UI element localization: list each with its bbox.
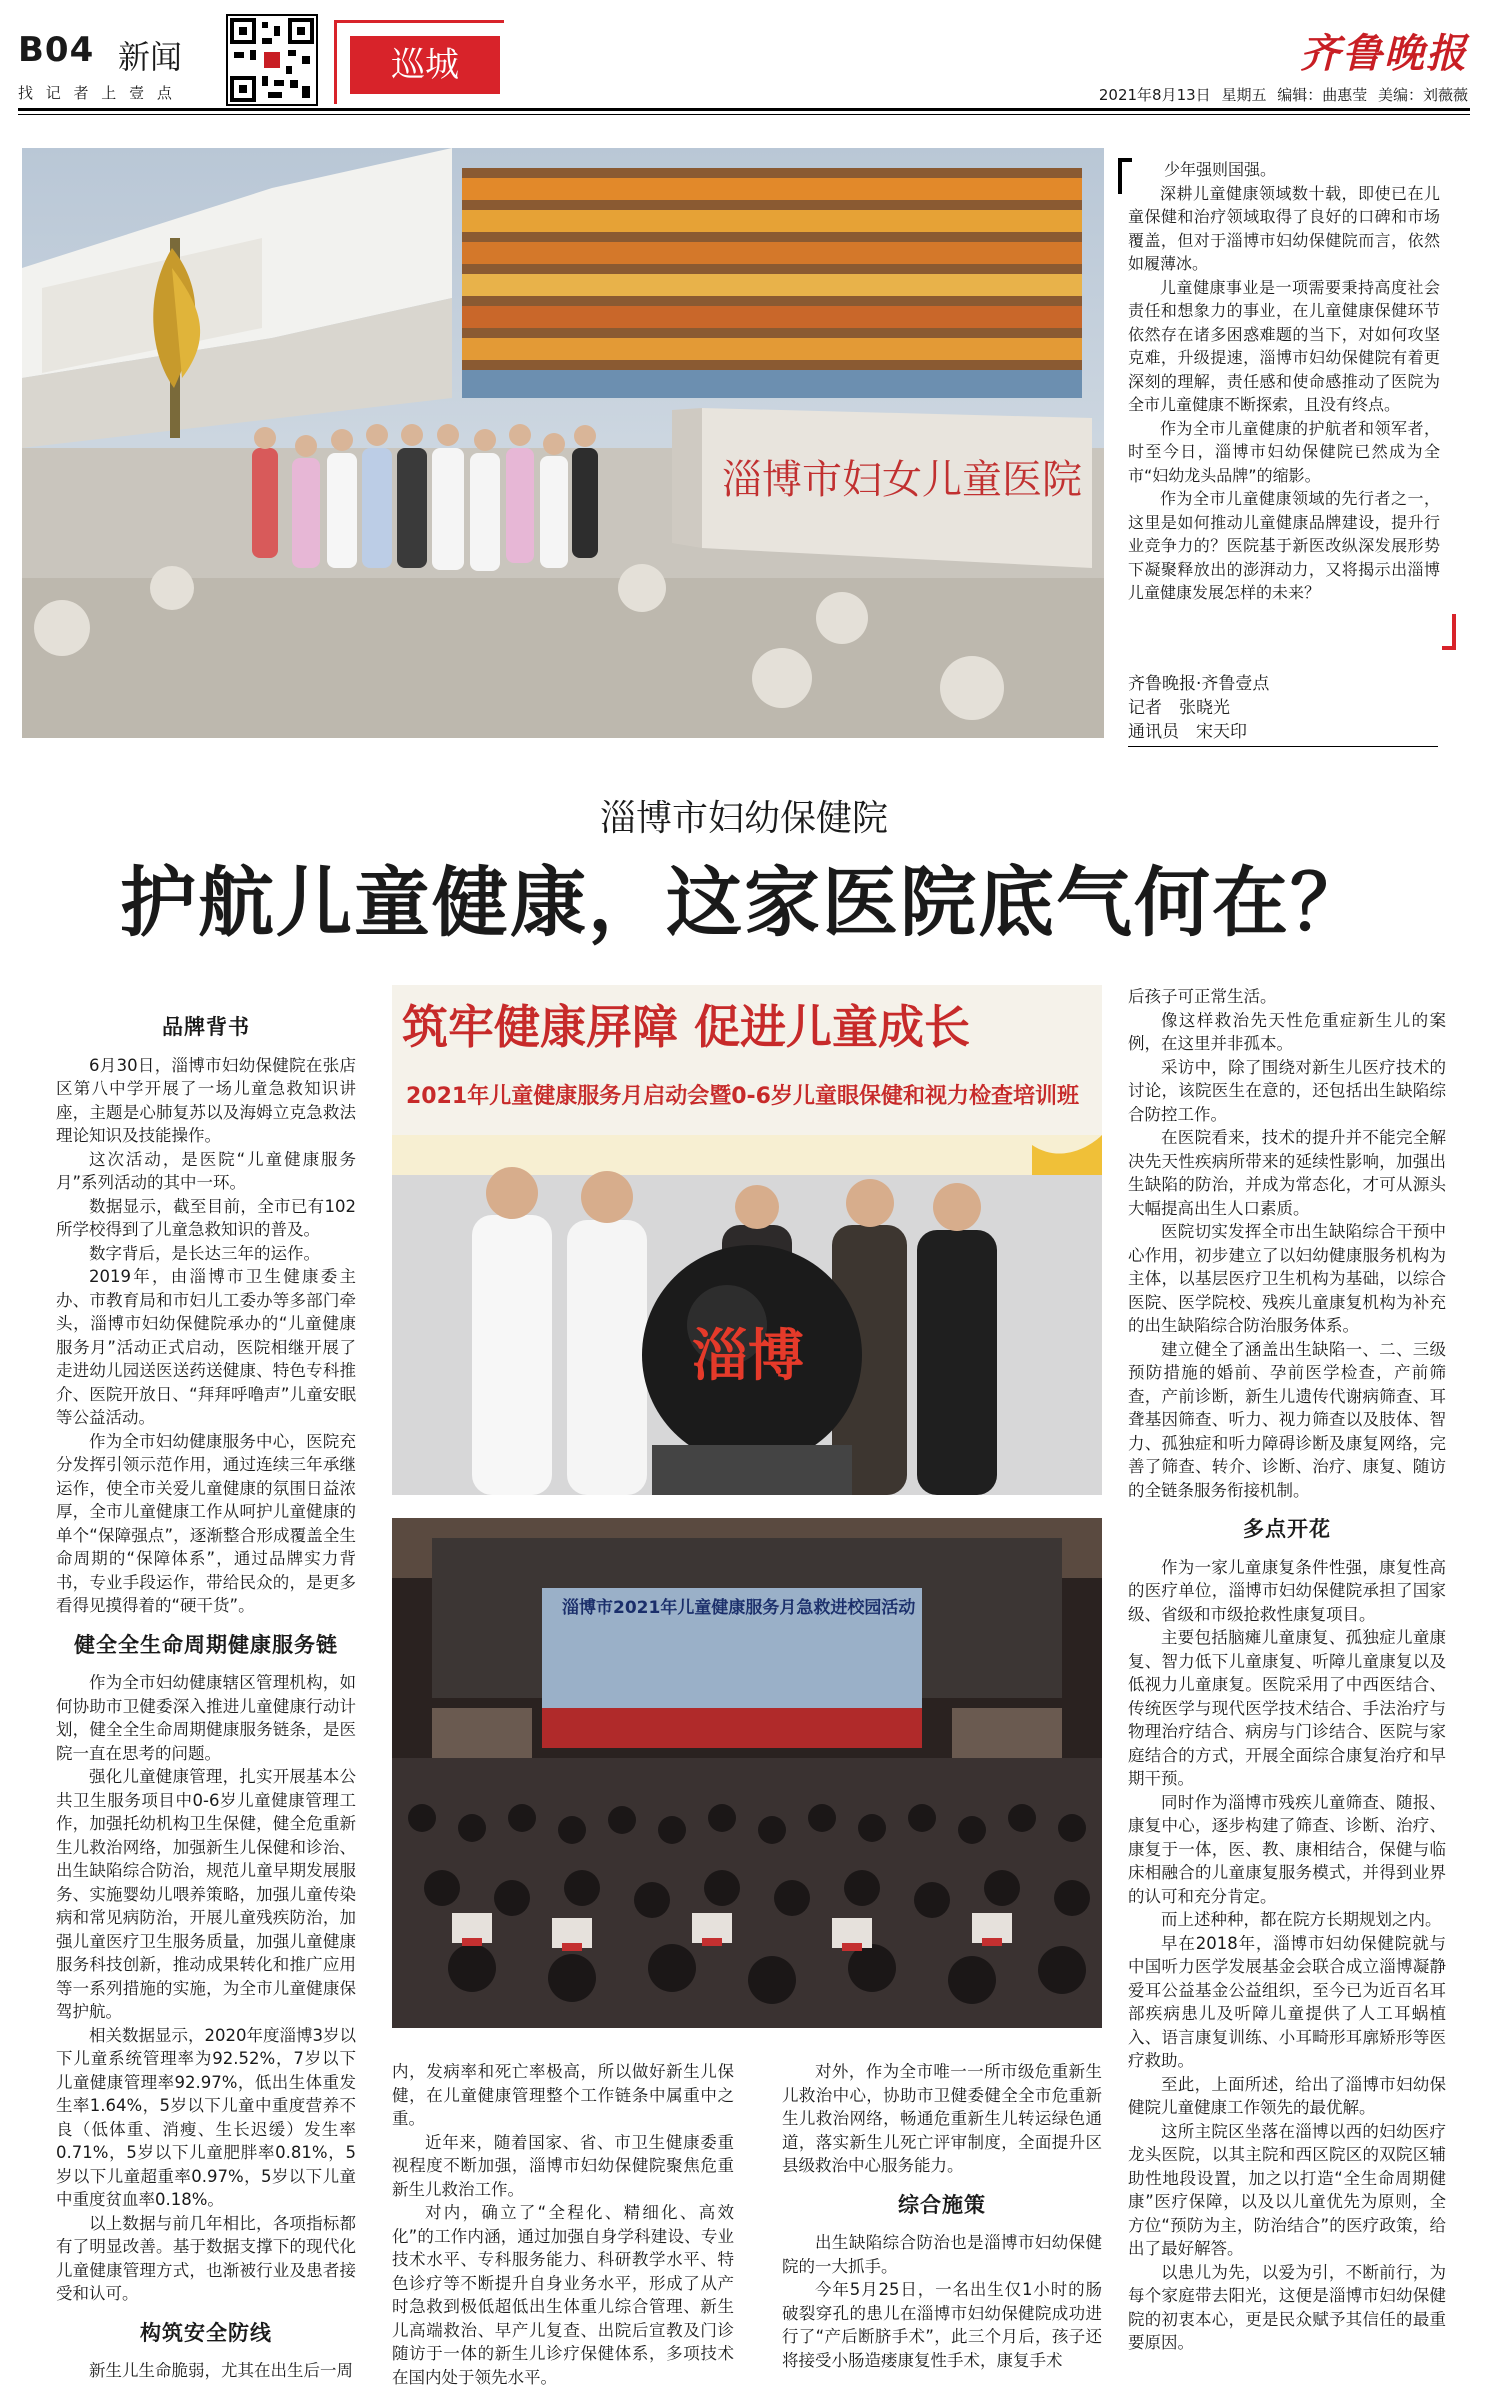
byline-outlet: 齐鲁晚报·齐鲁壹点 (1128, 674, 1270, 694)
paragraph: 作为一家儿童康复条件性强，康复性高的医疗单位，淄博市妇幼保健院承担了国家级、省级和市级抢救性康复项目。 (1128, 1557, 1446, 1624)
paragraph: 像这样救治先天性危重症新生儿的案例，在这里并非孤本。 (1128, 1010, 1446, 1053)
section-name: 新闻 (118, 38, 183, 76)
article-column-2 (392, 2060, 734, 2389)
quote-mark-close (1442, 614, 1456, 650)
headline-title: 护航儿童健康，这家医院底气何在？ (120, 858, 1368, 947)
issue-meta: 2021年8月13日 星期五 编辑：曲惠莹 美编：刘薇薇 (1098, 86, 1468, 104)
intro-paragraph: 作为全市儿童健康领域的先行者之一，这里是如何推动儿童健康品牌建设，提升行业竞争力的？医院基于新医改纵深发展形势下凝聚释放出的澎湃动力，又将揭示出淄博儿童健康发展怎样的未来？ (1128, 489, 1440, 602)
paragraph: 今年5月25日，一名出生仅1小时的肠破裂穿孔的患儿在淄博市妇幼保健院成功进行了“产后断脐手术”，此三个月后，孩子还将接受小肠造瘘康复性手术，康复手术 (782, 2280, 1102, 2370)
paragraph: 同时作为淄博市残疾儿童筛查、随报、康复中心，逐步构建了筛查、诊断、治疗、康复于一体，医、教、康相结合，保健与临床相融合的儿童康复服务模式，并得到业界的认可和充分肯定。 (1128, 1792, 1446, 1906)
byline-reporter: 记者 张晓光 (1128, 698, 1230, 718)
hospital-staff-photo (22, 148, 1104, 738)
intro-paragraph: 儿童健康事业是一项需要秉持高度社会责任和想象力的事业，在儿童健康保健环节依然存在诸多困惑难题的当下，对如何攻坚克难，升级提速，淄博市妇幼保健院有着更深刻的理解，责任感和使命感推动了医院为全市儿童健康不断探索，且没有终点。 (1128, 277, 1440, 414)
paragraph: 这次活动，是医院“儿童健康服务月”系列活动的其中一环。 (56, 1149, 356, 1192)
column-tab (334, 20, 504, 104)
paragraph: 作为全市妇幼健康服务中心，医院充分发挥引领示范作用，通过连续三年承继运作，使全市关爱儿童健康的氛围日益浓厚，全市儿童健康工作从呵护儿童健康的单个“保障强点”，逐渐整合形成覆盖全生命周期的“保障体系”，通过品牌实力背书，专业手段运作，带给民众的，是更多看得见摸得着的“硬干货”。 (56, 1431, 356, 1615)
intro-paragraph: 深耕儿童健康领域数十载，即使已在儿童保健和治疗领域取得了良好的口碑和市场覆盖，但对于淄博市妇幼保健院而言，依然如履薄冰。 (1128, 183, 1440, 273)
banner-slogan: 筑牢健康屏障 促进儿童成长 (402, 1000, 971, 1054)
screen-title: 淄博市2021年儿童健康服务月急救进校园活动 (562, 1598, 916, 1618)
article-column-4 (1128, 985, 1446, 2355)
paragraph: 数据显示，截至目前，全市已有102所学校得到了儿童急救知识的普及。 (56, 1196, 356, 1239)
intro-paragraph: 作为全市儿童健康的护航者和领军者，时至今日，淄博市妇幼保健院已然成为全市“妇幼龙头品牌”的缩影。 (1128, 418, 1440, 485)
hospital-sign-text: 淄博市妇女儿童医院 (722, 457, 1082, 503)
paragraph: 出生缺陷综合防治也是淄博市妇幼保健院的一大抓手。 (782, 2233, 1102, 2276)
subhead-safety: 构筑安全防线 (140, 2320, 272, 2345)
paragraph: 至此，上面所述，给出了淄博市妇幼保健院儿童健康工作领先的最优解。 (1128, 2074, 1446, 2117)
paragraph: 强化儿童健康管理，扎实开展基本公共卫生服务项目中0-6岁儿童健康管理工作，加强托幼机构卫生保健，健全危重新生儿救治网络，加强新生儿保健和诊治、出生缺陷综合防治，规范儿童早期发展服务、实施婴幼儿喂养策略，加强儿童传染病和常见病防治，开展儿童残疾防治，加强儿童医疗卫生服务质量，加强儿童健康服务科技创新，推动成果转化和推广应用等一系列措施的实施，为全市儿童健康保驾护航。 (56, 1767, 356, 2021)
paragraph: 新生儿生命脆弱，尤其在出生后一周 (89, 2361, 353, 2380)
paragraph: 相关数据显示，2020年度淄博3岁以下儿童系统管理率为92.52%，7岁以下儿童健康管理率92.97%，低出生体重发生率1.64%，5岁以下儿童中重度营养不良（低体重、消瘦、生长迟缓）发生率0.71%，5岁以下儿童肥胖率0.81%，5岁以下儿童超重率0.97%，5岁以下儿童中重度贫血率0.18%。 (56, 2025, 356, 2209)
school-event-photo (392, 1518, 1102, 2028)
subhead-brand: 品牌背书 (162, 1015, 250, 1039)
byline (1128, 672, 1438, 747)
subhead-multipoint: 多点开花 (1243, 1517, 1331, 1541)
launch-ceremony-photo (392, 985, 1102, 1495)
paragraph: 主要包括脑瘫儿童康复、孤独症儿童康复、智力低下儿童康复、听障儿童康复以及低视力儿童康复。医院采用了中西医结合、传统医学与现代医学技术结合、手法治疗与物理治疗结合、病房与门诊结合、医院与家庭结合的方式，开展全面综合康复治疗和早期干预。 (1128, 1628, 1446, 1788)
page-number: B04 (18, 30, 95, 70)
paragraph: 内，发病率和死亡率极高，所以做好新生儿保健，在儿童健康管理整个工作链条中属重中之重。 (392, 2062, 734, 2128)
paragraph: 建立健全了涵盖出生缺陷一、二、三级预防措施的婚前、孕前医学检查，产前筛查，产前诊断，新生儿遗传代谢病筛查、耳聋基因筛查、听力、视力筛查以及肢体、智力、孤独症和听力障碍诊断及康复网络，完善了筛查、转介、诊断、治疗、康复、随访的全链条服务衔接机制。 (1128, 1339, 1446, 1500)
headline-kicker: 淄博市妇幼保健院 (599, 798, 888, 839)
paragraph: 早在2018年，淄博市妇幼保健院就与中国听力医学发展基金会联合成立淄博凝静爱耳公益基金公益组织，至今已为近百名耳部疾病患儿及听障儿童提供了人工耳蜗植入、语言康复训练、小耳畸形耳廓矫形等医疗救助。 (1128, 1933, 1446, 2070)
paragraph: 以患儿为先，以爱为引，不断前行，为每个家庭带去阳光，这便是淄博市妇幼保健院的初衷本心，更是民众赋予其信任的最重要原因。 (1128, 2262, 1446, 2352)
slogan: 找 记 者 上 壹 点 (18, 84, 176, 102)
paragraph: 医院切实发挥全市出生缺陷综合干预中心作用，初步建立了以妇幼健康服务机构为主体，以基层医疗卫生机构为基础，以综合医院、医学院校、残疾儿童康复机构为补充的出生缺陷综合防治服务体系。 (1128, 1222, 1446, 1335)
byline-correspondent: 通讯员 宋天印 (1128, 720, 1438, 747)
paragraph: 近年来，随着国家、省、市卫生健康委重视程度不断加强，淄博市妇幼保健院聚焦危重新生儿救治工作。 (392, 2132, 734, 2199)
masthead-logo: 齐鲁晚报 (1300, 30, 1468, 77)
paragraph: 2019年，由淄博市卫生健康委主办、市教育局和市妇儿工委办等多部门牵头，淄博市妇幼保健院承办的“儿童健康服务月”活动正式启动，医院相继开展了走进幼儿园送医送药送健康、特色专科推介、医院开放日、“拜拜呼噜声”儿童安眠等公益活动。 (56, 1267, 356, 1427)
paragraph: 对外，作为全市唯一一所市级危重新生儿救治中心，协助市卫健委健全全市危重新生儿救治网络，畅通危重新生儿转运绿色通道，落实新生儿死亡评审制度，全面提升区县级救治中心服务能力。 (782, 2062, 1102, 2175)
paragraph: 后孩子可正常生活。 (1128, 987, 1277, 1006)
paragraph: 而上述种种，都在院方长期规划之内。 (1161, 1910, 1442, 1929)
banner-subtitle: 2021年儿童健康服务月启动会暨0-6岁儿童眼保健和视力检查培训班 (406, 1084, 1079, 1109)
paragraph: 数字背后，是长达三年的运作。 (89, 1243, 320, 1263)
subhead-lifecycle: 健全全生命周期健康服务链 (74, 1632, 338, 1657)
column-label: 巡城 (350, 36, 500, 94)
qr-code-icon (226, 14, 318, 106)
article-column-3 (782, 2060, 1102, 2372)
paragraph: 作为全市妇幼健康辖区管理机构，如何协助市卫健委深入推进儿童健康行动计划，健全全生命周期健康服务链条，是医院一直在思考的问题。 (56, 1673, 356, 1763)
paragraph: 采访中，除了围绕对新生儿医疗技术的讨论，该院医生在意的，还包括出生缺陷综合防控工作。 (1128, 1057, 1446, 1124)
header-rule-thin (18, 114, 1470, 115)
intro-paragraph: 少年强则国强。 (1164, 160, 1277, 179)
paragraph: 对内，确立了“全程化、精细化、高效化”的工作内涵，通过加强自身学科建设、专业技术水平、专科服务能力、科研教学水平、特色诊疗等不断提升自身业务水平，形成了从产时急救到极低超低出生体重儿综合管理、新生儿高端救治、早产儿复查、出院后宣教及门诊随访于一体的新生儿诊疗保健体系，多项技术在国内处于领先水平。 (392, 2203, 734, 2387)
launch-ball-text: 淄博 (692, 1324, 804, 1389)
article-column-1 (56, 1000, 356, 2383)
paragraph: 在医院看来，技术的提升并不能完全解决先天性疾病所带来的延续性影响，加强出生缺陷的防治，并成为常态化，才可从源头大幅提高出生人口素质。 (1128, 1128, 1446, 1218)
intro-text (1128, 158, 1440, 605)
paragraph: 6月30日，淄博市妇幼保健院在张店区第八中学开展了一场儿童急救知识讲座，主题是心肺复苏以及海姆立克急救法理论知识及技能操作。 (56, 1055, 356, 1145)
paragraph: 以上数据与前几年相比，各项指标都有了明显改善。基于数据支撑下的现代化儿童健康管理方式，也渐被行业及患者接受和认可。 (56, 2213, 356, 2303)
header-rule (18, 108, 1470, 111)
paragraph: 这所主院区坐落在淄博以西的妇幼医疗龙头医院，以其主院和西区院区的双院区辅助性地段设置，加之以打造“全生命周期健康”医疗保障，以及以儿童优先为原则，全方位“预防为主，防治结合”的医疗政策，给出了最好解答。 (1128, 2121, 1446, 2258)
subhead-comprehensive: 综合施策 (898, 2192, 986, 2217)
